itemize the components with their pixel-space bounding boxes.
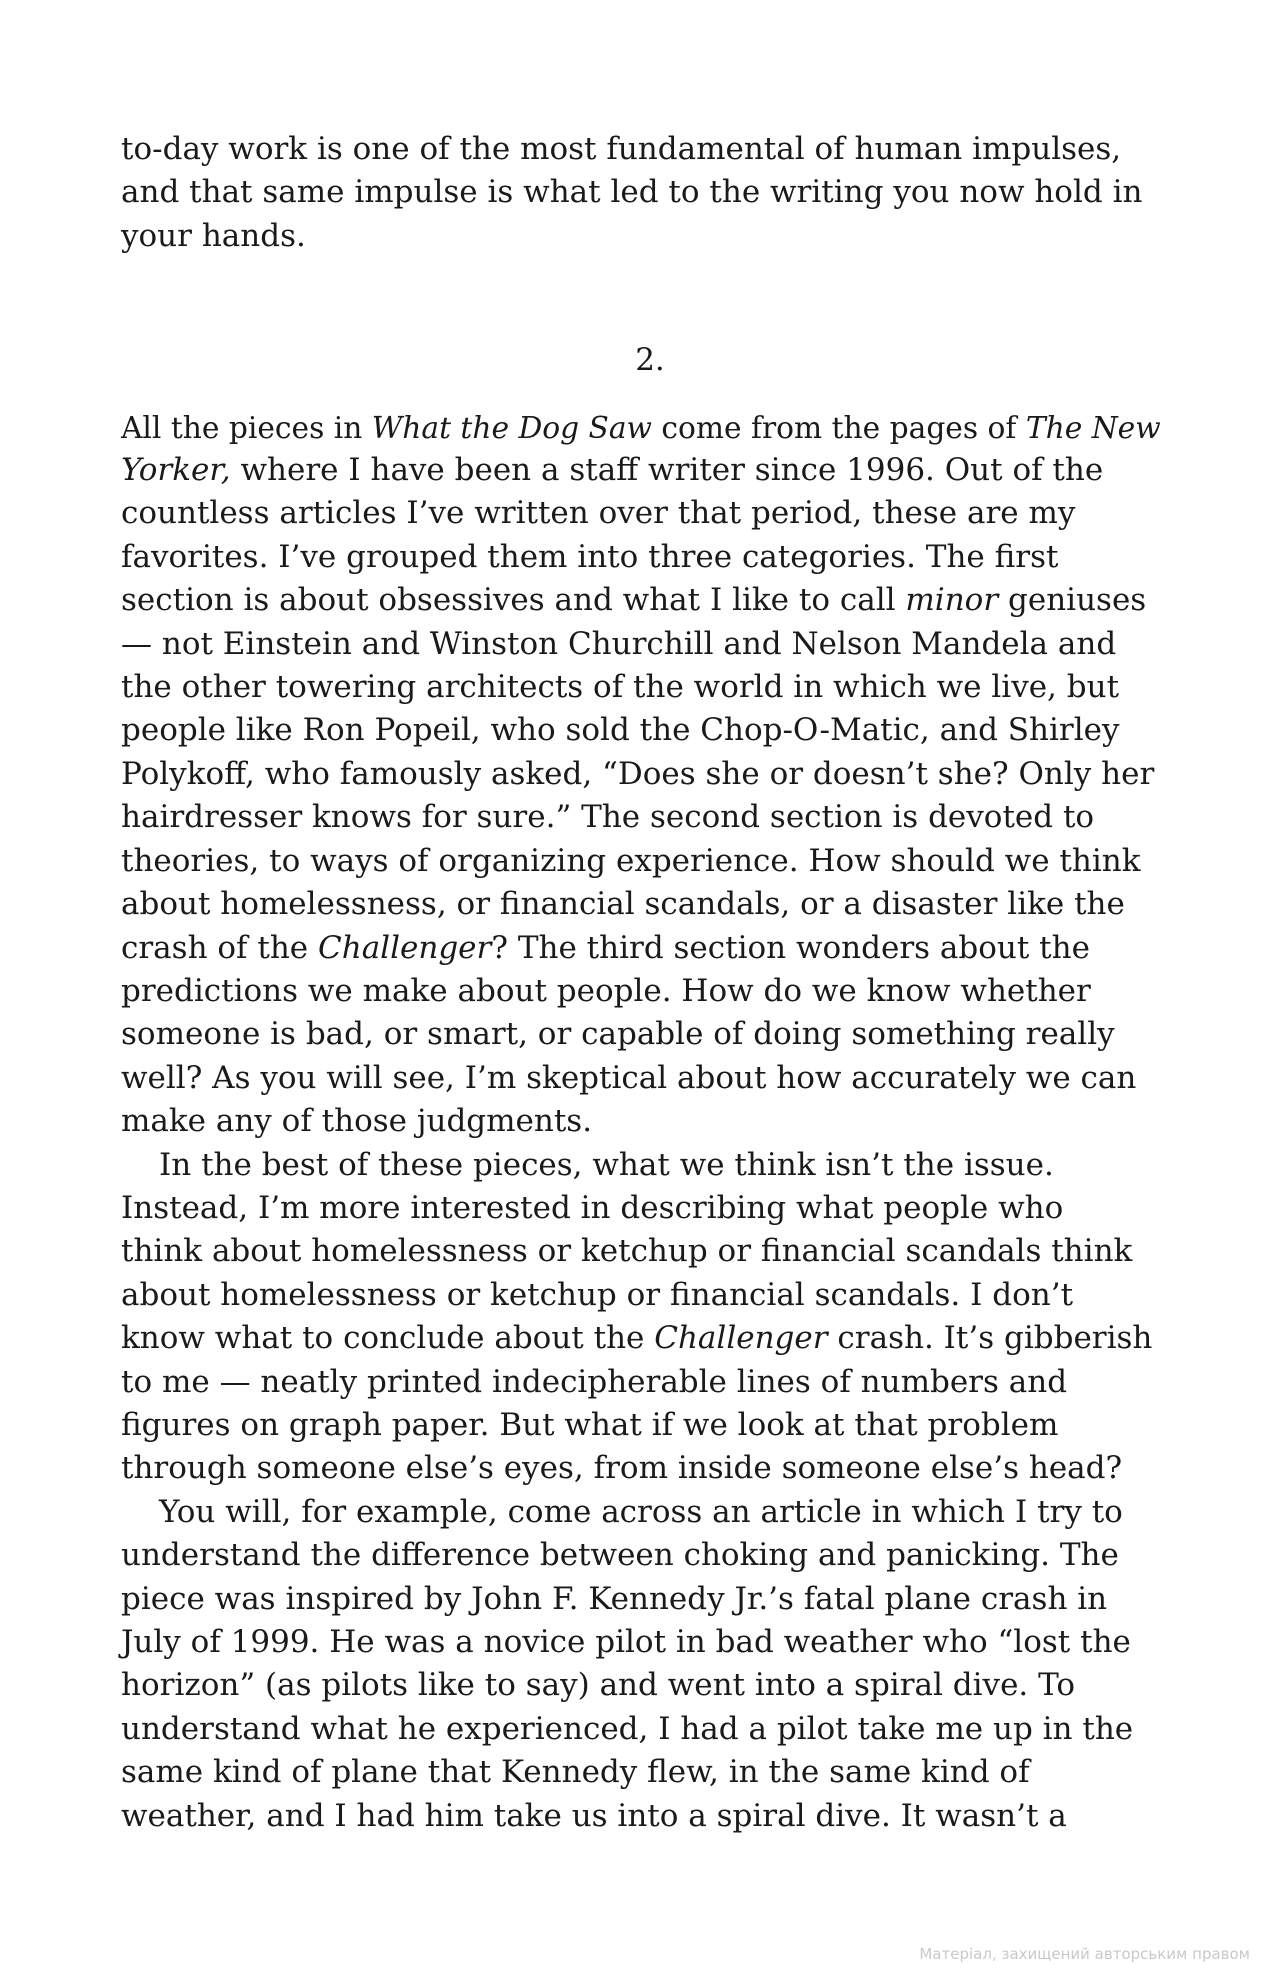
text-line: about homelessness, or financial scandals, or a disaster like the: [121, 886, 1125, 923]
text-run: crash. It’s gibberish: [827, 1320, 1153, 1357]
text-line: Instead, I’m more interested in describing what people who: [121, 1189, 1064, 1226]
text-line: predictions we make about people. How do we know whether: [121, 972, 1091, 1009]
text-line: [121, 579, 1161, 622]
text-line: weather, and I had him take us into a spiral dive. It wasn’t a: [121, 1797, 1067, 1834]
copyright-watermark: Матеріал, захищений авторським правом: [919, 1945, 1250, 1963]
paragraph-1: [121, 406, 1161, 1144]
emphasis: minor: [905, 582, 999, 619]
section-number: 2.: [635, 342, 665, 379]
text-line: favorites. I’ve grouped them into three categories. The first: [121, 538, 1059, 575]
text-line: Polykoff, who famously asked, “Does she or doesn’t she? Only her: [121, 755, 1155, 792]
text-run: section is about obsessives and what I like to call: [121, 582, 906, 619]
paragraph-3: [121, 1491, 1161, 1838]
text-line: figures on graph paper. But what if we look at that problem: [121, 1406, 1059, 1443]
text-line: — not Einstein and Winston Churchill and Nelson Mandela and: [121, 625, 1117, 662]
text-line: about homelessness or ketchup or financial scandals. I don’t: [121, 1276, 1074, 1313]
text-line: [121, 1317, 1161, 1360]
text-line: someone is bad, or smart, or capable of doing something really: [121, 1016, 1115, 1053]
text-line: July of 1999. He was a novice pilot in bad weather who “lost the: [121, 1624, 1131, 1660]
book-title: What the Dog Saw: [371, 409, 652, 445]
paragraph-2: [121, 1144, 1161, 1491]
magazine-title: The New: [1025, 409, 1161, 445]
text-line: understand what he experienced, I had a pilot take me up in the: [121, 1710, 1134, 1747]
text-run: All the pieces in: [121, 409, 372, 445]
text-line: same kind of plane that Kennedy flew, in the same kind of: [121, 1754, 1030, 1791]
text-line: horizon” (as pilots like to say) and went into a spiral dive. To: [121, 1667, 1076, 1704]
text-line: understand the difference between choking and panicking. The: [121, 1537, 1119, 1574]
text-line: the other towering architects of the world in which we live, but: [121, 669, 1120, 706]
text-line: think about homelessness or ketchup or financial scandals think: [121, 1233, 1133, 1270]
text-line: people like Ron Popeil, who sold the Chop-O-Matic, and Shirley: [121, 712, 1120, 749]
text-line: [121, 449, 1161, 492]
book-page: [121, 128, 1161, 1838]
text-line: to-day work is one of the most fundamental of human impulses,: [121, 131, 1122, 167]
text-line: countless articles I’ve written over that period, these are my: [121, 495, 1076, 532]
text-line: You will, for example, come across an article in which I try to: [159, 1493, 1123, 1530]
text-line: make any of those judgments.: [121, 1103, 593, 1140]
magazine-title: Yorker,: [121, 452, 231, 489]
text-line: your hands.: [121, 217, 306, 254]
text-line: through someone else’s eyes, from inside someone else’s head?: [121, 1450, 1123, 1487]
text-line: well? As you will see, I’m skeptical about how accurately we can: [121, 1059, 1137, 1096]
text-line: to me — neatly printed indecipherable lines of numbers and: [121, 1363, 1068, 1400]
text-line: [121, 406, 1161, 449]
shuttle-name: Challenger: [318, 929, 492, 966]
shuttle-name: Challenger: [654, 1320, 828, 1357]
text-line: piece was inspired by John F. Kennedy Jr.’s fatal plane crash in: [121, 1580, 1108, 1617]
text-run: come from the pages of: [651, 409, 1026, 445]
text-run: crash of the: [121, 929, 319, 966]
text-line: and that same impulse is what led to the writing you now hold in: [121, 174, 1143, 211]
text-line: theories, to ways of organizing experience. How should we think: [121, 842, 1141, 879]
text-line: In the best of these pieces, what we think isn’t the issue.: [159, 1146, 1054, 1183]
intro-paragraph: [121, 128, 1161, 258]
text-run: geniuses: [998, 582, 1147, 619]
text-run: where I have been a staff writer since 1996. Out of the: [230, 452, 1104, 489]
text-run: ? The third section wonders about the: [491, 929, 1090, 966]
text-line: [121, 927, 1161, 970]
text-line: hairdresser knows for sure.” The second section is devoted to: [121, 799, 1095, 836]
text-run: know what to conclude about the: [121, 1320, 655, 1357]
